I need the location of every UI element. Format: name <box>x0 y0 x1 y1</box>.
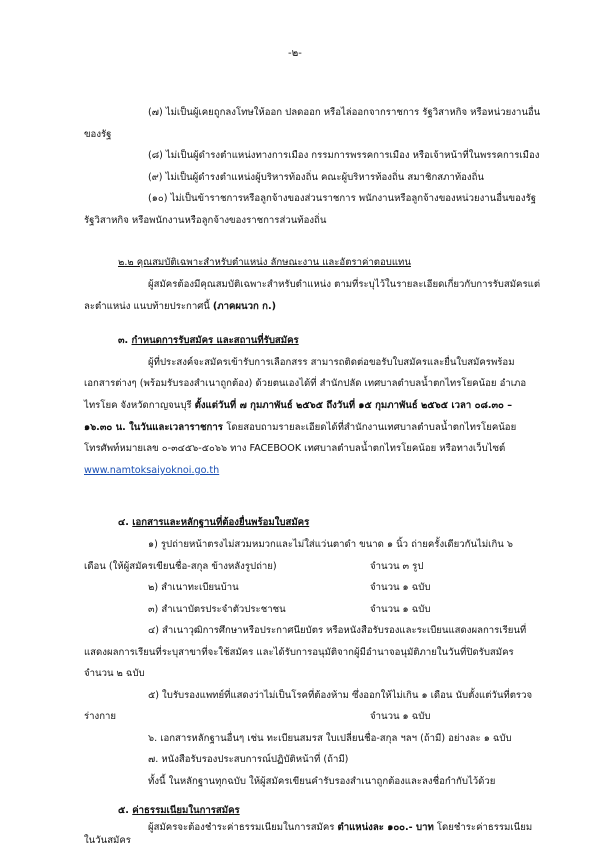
section-5-line1-text: ผู้สมัครจะต้องชำระค่าธรรมเนียมในการสมัคร <box>148 822 338 833</box>
qualification-item-7-line2: ของรัฐ <box>84 129 112 140</box>
appendix-reference: (ภาคผนวก ก.) <box>212 301 276 312</box>
section-3-title: กำหนดการรับสมัคร และสถานที่รับสมัคร <box>131 335 299 346</box>
section-3-line2: เอกสารต่างๆ (พร้อมรับรองสำเนาถูกต้อง) ด้วยตนเองได้ที่ สำนักปลัด เทศบาลตำบลน้ำตกไทรโยคน้อย อำเภอ <box>84 378 527 389</box>
section-3-line3 <box>84 400 512 412</box>
application-time: ๑๖.๓๐ น. ในวันและเวลาราชการ <box>84 422 227 433</box>
document-4-line1: ๔) สำเนาวุฒิการศึกษาหรือประกาศนียบัตร หรือหนังสือรับรองและระเบียนแสดงผลการเรียนที่ <box>148 625 527 636</box>
page-number: -๒- <box>288 48 302 59</box>
document-2: ๒) สำเนาทะเบียนบ้าน <box>148 582 239 593</box>
document-4-line2: แสดงผลการเรียนที่ระบุสาขาที่จะใช้สมัคร และได้รับการอนุมัติจากผู้มีอำนาจอนุมัติภายในวันที่ปิดรับสมัคร <box>84 647 514 658</box>
qualification-item-7-line1: (๗) ไม่เป็นผู้เคยถูกลงโทษให้ออก ปลดออก หรือไล่ออกจากราชการ รัฐวิสาหกิจ หรือหน่วยงานอื่น <box>148 107 541 118</box>
section-3-line4-text: โดยสอบถามรายละเอียดได้ที่สำนักงานเทศบาลตำบลน้ำตกไทรโยคน้อย <box>226 422 517 433</box>
section-3-line4 <box>84 422 516 434</box>
section-5-line1-end: โดยชำระค่าธรรมเนียม <box>433 822 533 833</box>
document-3: ๓) สำเนาบัตรประจำตัวประชาชน <box>148 604 286 615</box>
section-2-2-line1: ผู้สมัครต้องมีคุณสมบัติเฉพาะสำหรับตำแหน่ง ตามที่ระบุไว้ในรายละเอียดเกี่ยวกับการรับสมัครแต่ <box>148 279 541 290</box>
section-5-number: ๕. <box>118 805 133 816</box>
document-1-line2: เดือน (ให้ผู้สมัครเขียนชื่อ-สกุล ข้างหลังรูปถ่าย) <box>84 561 277 572</box>
document-5-line2: ร่างกาย <box>84 711 117 722</box>
qualification-item-10-line2: รัฐวิสาหกิจ หรือพนักงานหรือลูกจ้างของราชการส่วนท้องถิ่น <box>84 215 327 226</box>
section-4-title: เอกสารและหลักฐานที่ต้องยื่นพร้อมใบสมัคร <box>132 517 310 528</box>
section-2-2-line2 <box>84 301 276 313</box>
section-2-2-heading: ๒.๒ คุณสมบัติเฉพาะสำหรับตำแหน่ง ลักษณะงาน และอัตราค่าตอบแทน <box>118 257 411 268</box>
document-4-line3: จำนวน ๒ ฉบับ <box>84 668 145 679</box>
section-4-number: ๔. <box>118 517 133 528</box>
document-3-quantity: จำนวน ๑ ฉบับ <box>370 604 431 615</box>
qualification-item-9: (๙) ไม่เป็นผู้ดำรงตำแหน่งผู้บริหารท้องถิ่น คณะผู้บริหารท้องถิ่น สมาชิกสภาท้องถิ่น <box>148 172 484 183</box>
document-7: ๗. หนังสือรับรองประสบการณ์ปฏิบัติหน้าที่ (ถ้ามี) <box>148 754 349 765</box>
section-5-line2: ในวันสมัคร <box>84 835 131 846</box>
section-5-heading <box>118 805 240 817</box>
documents-note: ทั้งนี้ ในหลักฐานทุกฉบับ ให้ผู้สมัครเขียนคำรับรองสำเนาถูกต้องและลงชื่อกำกับไว้ด้วย <box>148 776 496 787</box>
document-1-quantity: จำนวน ๓ รูป <box>370 561 424 572</box>
section-2-2-line2-text: ละตำแหน่ง แนบท้ายประกาศนี้ <box>84 301 213 312</box>
application-fee: ตำแหน่งละ ๑๐๐.- บาท <box>337 822 434 833</box>
document-5-quantity: จำนวน ๑ ฉบับ <box>370 711 431 722</box>
document-1-line1: ๑) รูปถ่ายหน้าตรงไม่สวมหมวกและไม่ใส่แว่นตาดำ ขนาด ๑ นิ้ว ถ่ายครั้งเดียวกันไม่เกิน ๖ <box>148 539 513 550</box>
section-5-line1 <box>148 822 532 834</box>
document-2-quantity: จำนวน ๑ ฉบับ <box>370 582 431 593</box>
section-3-line1: ผู้ที่ประสงค์จะสมัครเข้ารับการเลือกสรร สามารถติดต่อขอรับใบสมัครและยื่นใบสมัครพร้อม <box>148 357 515 368</box>
document-5-line1: ๕) ใบรับรองแพทย์ที่แสดงว่าไม่เป็นโรคที่ต้องห้าม ซึ่งออกให้ไม่เกิน ๑ เดือน นับตั้งแต่วันที่ตรวจ <box>148 690 533 701</box>
qualification-item-10-line1: (๑๐) ไม่เป็นข้าราชการหรือลูกจ้างของส่วนราชการ พนักงานหรือลูกจ้างของหน่วยงานอื่นของรัฐ <box>148 193 537 204</box>
application-date-range: ตั้งแต่วันที่ ๗ กุมภาพันธ์ ๒๕๖๕ ถึงวันที่ ๑๕ กุมภาพันธ์ ๒๕๖๕ เวลา ๐๘.๓๐ – <box>194 400 513 411</box>
section-3-line5: โทรศัพท์หมายเลข ๐-๓๔๕๖-๕๐๖๖ ทาง FACEBOOK เทศบาลตำบลน้ำตกไทรโยคน้อย หรือทางเว็บไซต์ <box>84 443 506 454</box>
website-link[interactable]: www.namtoksaiyoknoi.go.th <box>84 465 220 476</box>
section-3-line3-text: ไทรโยค จังหวัดกาญจนบุรี <box>84 400 195 411</box>
qualification-item-8: (๘) ไม่เป็นผู้ดำรงตำแหน่งทางการเมือง กรรมการพรรคการเมือง หรือเจ้าหน้าที่ในพรรคการเมือง <box>148 150 540 161</box>
section-4-heading <box>118 517 309 529</box>
document-6: ๖. เอกสารหลักฐานอื่นๆ เช่น ทะเบียนสมรส ใบเปลี่ยนชื่อ-สกุล ฯลฯ (ถ้ามี) อย่างละ ๑ ฉบับ <box>148 733 512 744</box>
section-5-title: ค่าธรรมเนียมในการสมัคร <box>132 805 240 816</box>
section-3-number: ๓. <box>118 335 132 346</box>
section-3-heading <box>118 335 299 347</box>
